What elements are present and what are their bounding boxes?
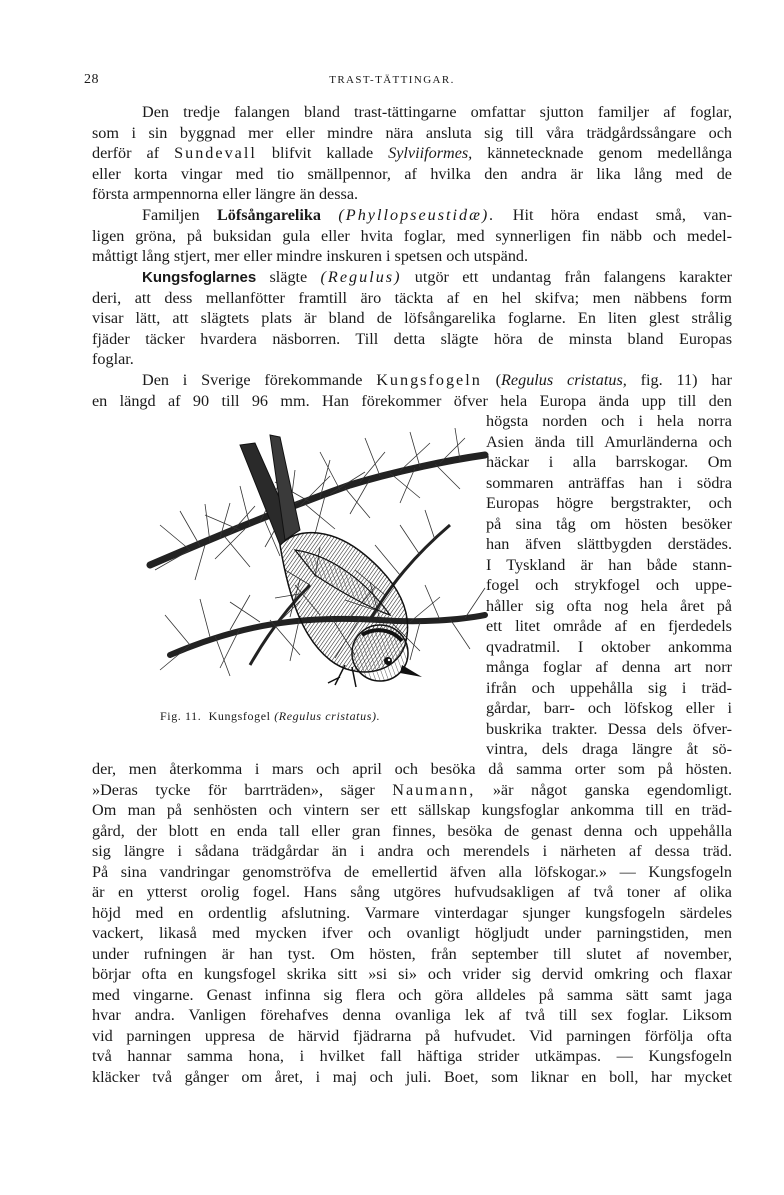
text-line: som i sin byggnad mer eller mindre nära ansluta sig till våra trädgårdssångare och [92,123,732,142]
text-line: Asien ända till Amurländerna och [486,432,732,451]
paragraph-2 [92,205,732,267]
text-line: måttigt lång stjert, mer eller mindre inskuren i spetsen och utspänd. [92,247,529,265]
text-line: I Tyskland är han både stann- [486,555,732,574]
text-line: Den tredje falangen bland trast-tättingarne omfattar sjutton familjer af foglar, [142,103,732,121]
text-line: sommaren anträffas han i södra [486,473,732,492]
family-name: Löfsångarelika [216,206,322,224]
text-line: vid parningen uppresa de härvid fjädrarna på hufvudet. Vid parningen förfölja ofta [92,1026,732,1045]
text-line: gårdar, barr- och löfskog eller i [486,699,732,717]
text-line: höjd med en ordentlig afslutning. Varmare vinterdagar sjunger kungsfogeln särdeles [92,903,732,922]
text-line: under rufningen är han tyst. Om hösten, från september till slutet af november, [92,944,732,963]
text-line: sig längre i sådana trädgårdar än i andra och merendels i närheten af dessa träd. [92,842,732,860]
text-line: Om man på senhösten och vintern ser ett sällskap kungsfoglar ankomma till en träd- [92,801,732,819]
text-line: är en ytterst orolig fogel. Hans sång utgöres hufvudsakligen af två toner af olika [92,883,732,901]
running-title: TRAST-TÄTTINGAR. [329,74,455,86]
text-line: ligen gröna, på buksidan gula eller hvita foglar, med synnerligen fin näbb och medel- [92,226,732,245]
text-line: gård, der blott en enda tall eller gran finnes, besöka de genast denna och uppehålla [92,821,732,840]
text-line: buskrika trakter. Dessa dels öfver- [486,719,732,738]
text-line: qvadratmil. I oktober ankomma [486,637,732,656]
text-line: häckar i alla barrskogar. Om [486,453,732,471]
text-line: på sina tåg om hösten besöker [486,514,732,533]
genus-heading: Kungsfoglarnes [142,269,257,286]
text-line: visar lätt, att slägtets plats är bland de löfsångarelika foglarne. En liten glest strålig [92,309,732,327]
latin-term: Sylviiformes, [388,144,473,162]
text-line: ett litet område af en fjerdedels [486,617,732,635]
page-number: 28 [84,72,99,87]
text-line: kläcker två gånger om året, i maj och juli. Boet, som liknar en boll, har mycket [92,1067,732,1086]
kinglet-engraving-icon [130,415,490,700]
text-line: första armpennorna eller längre än dessa. [92,185,359,203]
author-name: Naumann, [392,780,476,799]
paragraph-4 [92,370,732,411]
text-line: en längd af 90 till 96 mm. Han förekommer öfver hela Europa ända upp till den [92,391,732,410]
text-line: derför af Sundevall blifvit kallade Sylviiformes, kännetecknade genom medellånga [92,144,733,162]
latin-genus: (Regulus) [320,268,402,286]
text-line: fogel och strykfogel och uppe- [486,576,732,594]
text-line: hvar andra. Vanligen förehafves denna ovanliga lek af två till sex foglar. Liksom [92,1006,732,1024]
text-line: ifrån och uppehålla sig i träd- [486,678,732,697]
text-line: vackert, likaså med mycken ifver och ovanligt högljudt under parningstiden, men [92,924,732,942]
latin-species: Regulus cristatus, [501,371,627,389]
text-line: Den i Sverige förekommande Kungsfogeln (Regulus cristatus, fig. 11) har [142,371,732,389]
caption-latin: (Regulus cristatus). [274,709,381,723]
text-line: börjar ofta en kungsfogel skrika sitt »si si» och vrider sig dervid omkring och flaxar [92,965,732,983]
species-name: Kungsfogeln [376,371,482,389]
paragraph-1 [92,102,732,205]
bird-illustration [130,415,490,700]
text-line: han äfven slättbygden derstädes. [486,535,732,553]
author-name: Sundevall [174,144,257,162]
text-line: Kungsfoglarnes slägte (Regulus) utgör ett undantag från falangens karakter [142,268,733,286]
text-line: två hannar samma hona, i hvilket fall häftiga strider utkämpas. — Kungsfogeln [92,1047,732,1065]
text-line: På sina vandringar genomströfva de emellertid äfven alla löfskogar.» — Kungsfogeln [92,862,732,881]
text-line: håller sig ofta nog hela året på [486,596,732,615]
text-line: högsta norden och i hela norra [486,412,732,430]
text-line: Familjen Löfsångarelika (Phyllopseustidæ). Hit höra endast små, van- [142,206,733,224]
wrap-column [486,411,732,760]
text-line: Europas högre bergstrakter, och [486,494,732,512]
text-line: eller korta vingar med tio smällpennor, af hvilka den andra är lika lång med de [92,164,732,183]
text-line: der, men återkomma i mars och april och besöka då samma orter som på hösten. [92,760,732,778]
text-line: foglar. [92,350,134,368]
text-line: deri, att dess mellanfötter framtill äro täckta af en hel skifva; men näbbens form [92,288,732,307]
text-line: vintra, dels draga längre åt sö- [486,740,732,758]
figure-caption: Fig. 11. Kungsfogel (Regulus cristatus). [160,709,381,723]
text-line: fjäder täcker hvardera näsborren. Till detta slägte höra de minsta bland Europas [92,329,732,348]
text-line: med vingarne. Genast infinna sig flera och göra alldeles på samma sätt samt jaga [92,985,732,1004]
text-line: »Deras tycke för barrträden», säger Naumann, »är något ganska egendomligt. [92,780,733,799]
paragraph-3 [92,267,732,370]
paragraph-4-continued [92,759,732,1087]
latin-family: (Phyllopseustidæ). [338,206,496,224]
text-line: många foglar af denna art norr [486,658,732,676]
